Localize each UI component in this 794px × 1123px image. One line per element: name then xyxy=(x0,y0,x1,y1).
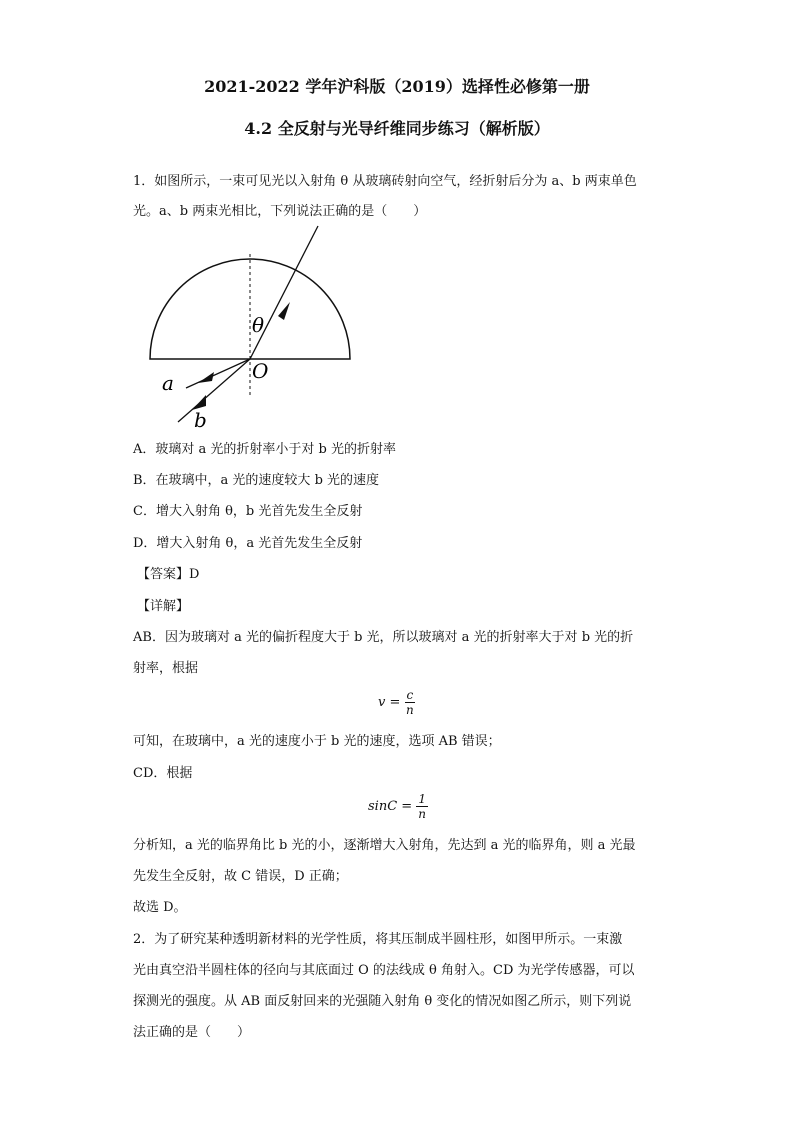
q2-line-2: 光由真空沿半圆柱体的径向与其底面过 O 的法线成 θ 角射入。CD 为光学传感器，可以 xyxy=(133,963,635,978)
formula-v-c-n xyxy=(378,688,415,717)
point-o-label: O xyxy=(252,359,269,383)
q1-figure xyxy=(140,218,360,433)
formula1-denominator: n xyxy=(406,703,414,717)
q1-ab-line-1: AB．因为玻璃对 a 光的偏折程度大于 b 光，所以玻璃对 a 光的折射率大于对 b 光的折 xyxy=(133,630,634,645)
incident-arrow-icon xyxy=(278,302,290,320)
q2-line-3: 探测光的强度。从 AB 面反射回来的光强随入射角 θ 变化的情况如图乙所示，则下列说 xyxy=(133,994,632,1009)
q1-answer: 【答案】D xyxy=(137,567,200,582)
q1-cd-line-3: 先发生全反射，故 C 错误，D 正确； xyxy=(133,869,348,884)
q1-stem-line-2: 光。a、b 两束光相比，下列说法正确的是（ ） xyxy=(133,204,427,219)
formula-sinc-1-n xyxy=(368,792,428,821)
formula1-numerator: c xyxy=(406,688,414,702)
formula2-fraction xyxy=(416,792,428,821)
formula2-lhs: sinC = xyxy=(368,799,413,814)
q1-option-c: C．增大入射角 θ，b 光首先发生全反射 xyxy=(133,504,363,519)
q1-conclusion: 故选 D。 xyxy=(133,900,187,915)
ray-b xyxy=(178,359,250,422)
q1-stem-line-1: 1．如图所示，一束可见光以入射角 θ 从玻璃砖射向空气，经折射后分为 a、b 两束单色 xyxy=(133,174,637,189)
formula2-denominator: n xyxy=(418,807,427,821)
theta-label: θ xyxy=(252,313,265,337)
title-line-1: 2021-2022 学年沪科版（2019）选择性必修第一册 xyxy=(204,77,590,96)
q1-ab-conclusion: 可知，在玻璃中，a 光的速度小于 b 光的速度，选项 AB 错误； xyxy=(133,734,501,749)
q1-option-d: D．增大入射角 θ，a 光首先发生全反射 xyxy=(133,536,363,551)
q1-cd-line-2: 分析知，a 光的临界角比 b 光的小，逐渐增大入射角，先达到 a 光的临界角，则 a 光最 xyxy=(133,838,636,853)
q1-option-b: B．在玻璃中，a 光的速度较大 b 光的速度 xyxy=(133,473,380,488)
ray-a xyxy=(186,359,250,388)
title-line-2: 4.2 全反射与光导纤维同步练习（解析版） xyxy=(244,119,550,138)
formula1-lhs: v = xyxy=(378,695,401,710)
ray-a-label: a xyxy=(162,371,174,395)
ray-b-label: b xyxy=(194,408,207,432)
q1-detail-heading: 【详解】 xyxy=(137,599,190,614)
q1-ab-line-2: 射率，根据 xyxy=(133,661,199,676)
formula2-numerator: 1 xyxy=(418,792,426,806)
q2-line-4: 法正确的是（ ） xyxy=(133,1025,251,1040)
formula1-fraction xyxy=(405,688,416,717)
incident-ray xyxy=(250,226,318,359)
ray-a-arrow-icon xyxy=(198,372,214,383)
q2-line-1: 2．为了研究某种透明新材料的光学性质，将其压制成半圆柱形，如图甲所示。一束激 xyxy=(133,932,623,947)
q1-cd-line-1: CD．根据 xyxy=(133,766,193,781)
q1-option-a: A．玻璃对 a 光的折射率小于对 b 光的折射率 xyxy=(133,442,396,457)
